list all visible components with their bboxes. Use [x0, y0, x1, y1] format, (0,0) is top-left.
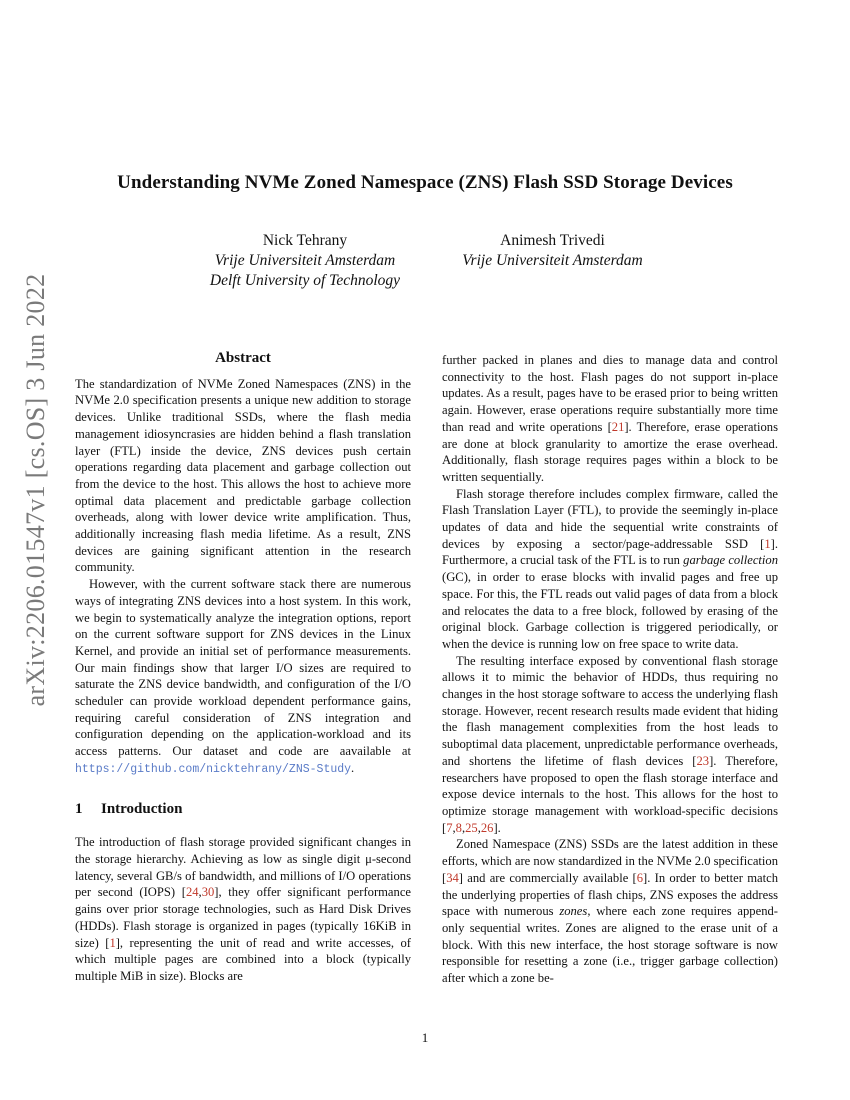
body-text: The resulting interface exposed by conventional flash storage allows it to mimic the behavior of HDDs, thus requiring no changes in the host storage software to access the underlying flash storage. However, recent research results made evident that hiding the flash management complexities from the host leads to suboptimal data placement, unpredictable performance overheads, and shortens the lifetime of flash devices [	[442, 653, 778, 768]
body-text: ], representing the unit of read and write accesses, of which multiple pages are combined into a block (typically multiple MiB in size). Blocks are	[75, 935, 411, 983]
author-affiliation: Vrije Universiteit Amsterdam	[214, 252, 396, 269]
emphasis-text: zones	[559, 904, 588, 919]
body-paragraph-4	[442, 836, 778, 986]
abstract-paragraph-1: The standardization of NVMe Zoned Namespaces (ZNS) in the NVMe 2.0 specification presents a unique new addition to storage devices. Unlike traditional SSDs, where the flash media management idiosyncrasies are hidden behind a flash translation layer (FTL) inside the device, ZNS devices push certain operations regarding data placement and garbage collection out from the device to the host. This allows the host to achieve more optimal data placement and predictable garbage collection overheads, along with lower device write amplification. Thus, additionally increasing flash media lifetime. As a result, ZNS devices are gaining significant attention in the research community.	[75, 376, 411, 575]
citation-link[interactable]: 23	[696, 753, 710, 768]
arxiv-id-text: arXiv:2206.01547v1 [cs.OS] 3 Jun 2022	[21, 273, 50, 707]
page-number: 1	[421, 1030, 429, 1045]
punctuation: .	[351, 760, 355, 775]
body-text: Zoned Namespace (ZNS) SSDs are the latest addition in these efforts, which are now standardized in the NVMe 2.0 specification [	[442, 837, 778, 885]
citation-link[interactable]: 30	[201, 885, 215, 900]
body-text: , where each zone requires append-only sequential writes. Zones are aligned to the erase unit of a block. With this new interface, the host storage software is now responsible for resetting a zone (i.e., trigger garbage collection) after which a zone be-	[442, 904, 778, 986]
citation-link[interactable]: 24	[185, 885, 199, 900]
abstract-heading: Abstract	[215, 350, 271, 366]
punctuation: ,	[198, 885, 202, 900]
body-paragraph-2	[442, 486, 778, 653]
body-paragraph-1	[442, 352, 778, 486]
section-heading-introduction	[75, 801, 411, 818]
section-number: 1	[75, 800, 83, 817]
paper-title: Understanding NVMe Zoned Namespace (ZNS) Flash SSD Storage Devices	[117, 172, 733, 193]
emphasis-text: garbage collection	[683, 553, 779, 568]
citation-link[interactable]: 6	[636, 870, 644, 885]
author-affiliation: Delft University of Technology	[209, 272, 401, 289]
citation-link[interactable]: 26	[480, 820, 494, 835]
right-column	[442, 352, 778, 987]
body-text: ]. Therefore, researchers have proposed to open the flash storage interface and expose device internals to the host. This allows for the host to optimize storage management with workload-specific decisions [	[442, 753, 778, 835]
body-text: ].	[493, 820, 501, 835]
body-text: ]. Therefore, erase operations are done at block granularity to amortize the erase overhead. Additionally, flash storage requires pages within a block to be written sequentially.	[442, 419, 778, 484]
body-text: ]. In order to better match the underlying properties of flash chips, ZNS exposes the address space with numerous	[442, 870, 778, 919]
section-title: Introduction	[101, 800, 183, 817]
citation-link[interactable]: 1	[109, 935, 116, 950]
author-name: Animesh Trivedi	[500, 232, 605, 249]
body-text: ], they offer significant performance gains over prior storage technologies, such as Hard Disk Drives (HDDs). Flash storage is organized in pages (typically 16KiB in size) [	[75, 885, 411, 950]
author-block-1	[190, 231, 420, 291]
body-text: (GC), in order to erase blocks with invalid pages and free up space. For this, the FTL reads out valid pages of data from a block and relocates the data to a free block, followed by erasing of the original block. Garbage collection is triggered periodically, or when the device is running low on free space to write data.	[442, 570, 778, 651]
citation-link[interactable]: 25	[465, 820, 478, 835]
citation-link[interactable]: 8	[455, 820, 462, 835]
abstract-text: However, with the current software stack there are numerous ways of integrating ZNS devices into a host system. In this work, we begin to systematically analyze the integration options, report on the current software support for ZNS devices in the Linux Kernel, and provide an initial set of performance measurements. Our main findings show that larger I/O sizes are required to saturate the ZNS device bandwidth, and configuration of the I/O scheduler can provide workload dependent performance gains, requiring careful consideration of ZNS integration and configuration depending on the application-workload and its access patterns. Our dataset and code are aavailable at	[75, 577, 411, 759]
dataset-link[interactable]: https://github.com/nicktehrany/ZNS-Study	[75, 762, 352, 776]
author-name: Nick Tehrany	[262, 232, 348, 249]
body-text: ] and are commercially available [	[458, 870, 637, 885]
left-column	[75, 350, 411, 985]
arxiv-identifier	[10, 273, 62, 707]
body-text: ]. Furthermore, a crucial task of the FTL is to run	[442, 536, 778, 568]
author-affiliation: Vrije Universiteit Amsterdam	[462, 252, 643, 269]
body-text: The introduction of flash storage provided significant changes in the storage hierarchy. Achieving as low as single digit μ-second latency, several GB/s of bandwidth, and millions of I/O operations per second (IOPS) [	[75, 835, 411, 900]
body-paragraph-3: The resulting interface exposed by conventional flash storage allows it to mimic the behavior of HDDs, thus requiring no changes in the host storage software to access the underlying flash storage. However, recent research results made evident that hiding the flash management complexities from the host leads to suboptimal data placement, unpredictable performance overheads, and shortens the lifetime of flash devices [23]. Therefore, researchers have proposed to open the flash storage interface and expose device internals to the host. This allows for the host to optimize storage management with workload-specific decisions [7,8,25,26].	[442, 653, 778, 835]
intro-paragraph-1	[75, 834, 411, 984]
citation-link[interactable]: 34	[446, 870, 459, 885]
body-text: further packed in planes and dies to manage data and control connectivity to the host. Flash pages do not support in-place updates. As a result, pages have to be erased prior to being written again. However, erase operations require substantially more time than read and write operations [	[442, 353, 778, 434]
body-text: Flash storage therefore includes complex firmware, called the Flash Translation Layer (FTL), to provide the seemingly in-place updates of data and hide the sequential write constraints of devices by exposing a sector/page-addressable SSD [	[442, 486, 778, 551]
abstract-paragraph-2	[75, 576, 411, 778]
citation-link[interactable]: 1	[764, 536, 771, 551]
citation-link[interactable]: 21	[611, 419, 625, 434]
author-block-2	[440, 231, 665, 271]
citation-link[interactable]: 7	[446, 820, 453, 835]
